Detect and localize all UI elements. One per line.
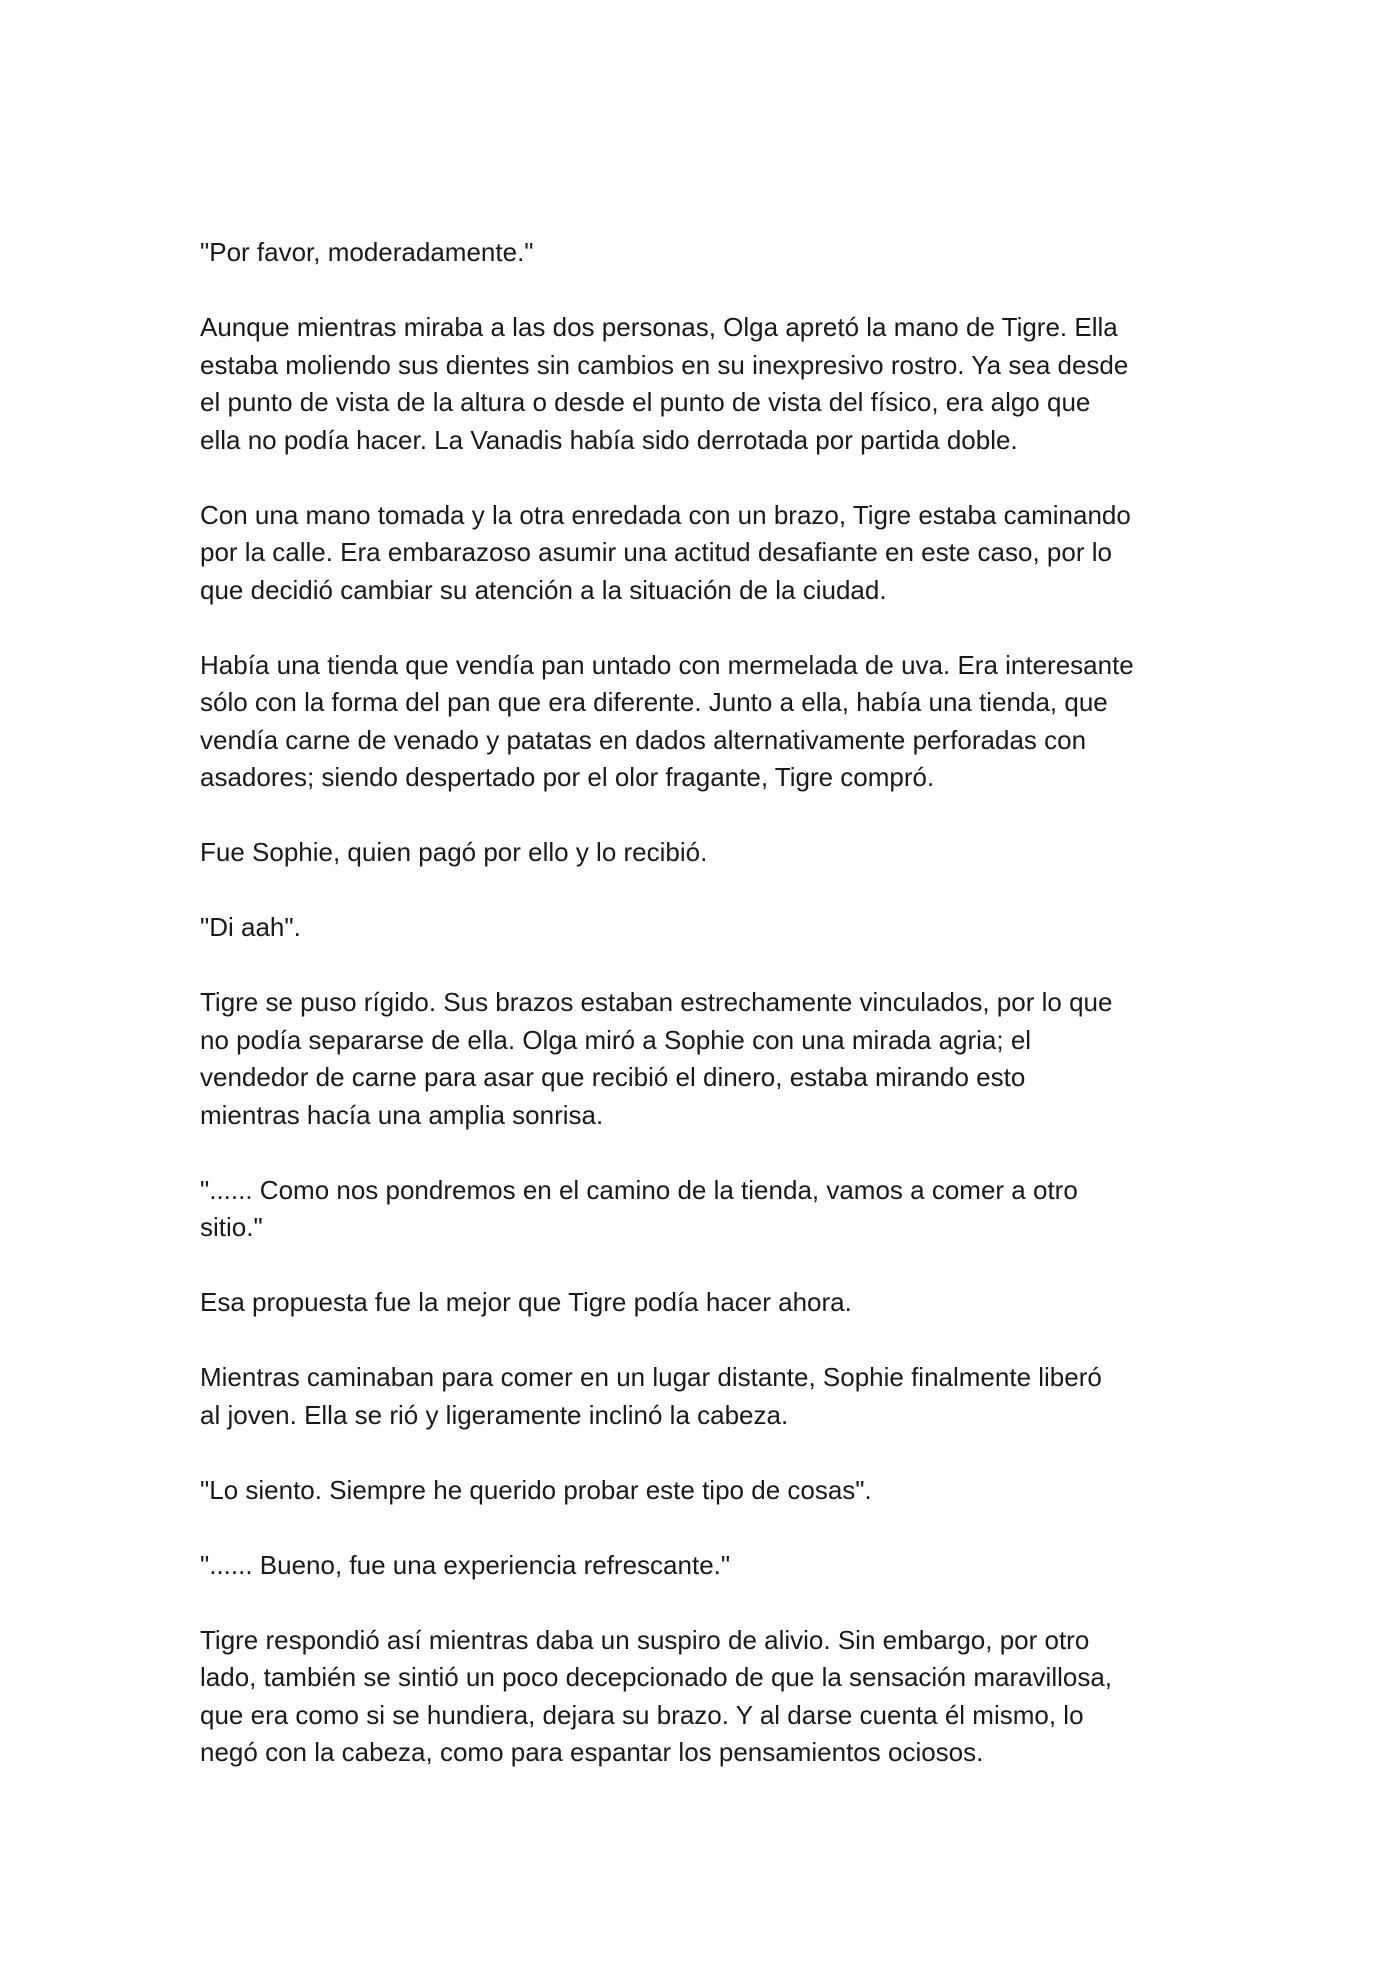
text-line: que decidió cambiar su atención a la situación de la ciudad.: [200, 574, 887, 605]
paragraph: [200, 309, 1210, 459]
paragraph: [200, 1472, 1210, 1510]
text-line: "Di aah".: [200, 912, 301, 942]
text-line: no podía separarse de ella. Olga miró a Sophie con una mirada agria; el: [200, 1024, 1032, 1055]
text-line: Con una mano tomada y la otra enredada con un brazo, Tigre estaba caminando: [200, 499, 1131, 530]
text-line: "...... Bueno, fue una experiencia refrescante.": [200, 1549, 731, 1580]
paragraph: [200, 234, 1210, 272]
text-line: Tigre se puso rígido. Sus brazos estaban estrechamente vinculados, por lo que: [200, 987, 1113, 1017]
text-line: "Lo siento. Siempre he querido probar este tipo de cosas".: [200, 1474, 872, 1505]
paragraph: [200, 909, 1210, 947]
text-line: que era como si se hundiera, dejara su brazo. Y al darse cuenta él mismo, lo: [200, 1699, 1084, 1730]
text-line: sólo con la forma del pan que era diferente. Junto a ella, había una tienda, que: [200, 687, 1108, 717]
paragraph: [200, 497, 1210, 610]
text-line: asadores; siendo despertado por el olor fragante, Tigre compró.: [200, 762, 935, 792]
text-line: al joven. Ella se rió y ligeramente inclinó la cabeza.: [200, 1399, 789, 1430]
text-line: vendedor de carne para asar que recibió el dinero, estaba mirando esto: [200, 1062, 1026, 1092]
text-line: Había una tienda que vendía pan untado con mermelada de uva. Era interesante: [200, 649, 1134, 680]
text-line: mientras hacía una amplia sonrisa.: [200, 1099, 604, 1130]
paragraph: [200, 1172, 1210, 1247]
paragraph: [200, 1359, 1210, 1434]
text-line: vendía carne de venado y patatas en dados alternativamente perforadas con: [200, 724, 1087, 755]
text-line: Esa propuesta fue la mejor que Tigre podía hacer ahora.: [200, 1287, 852, 1317]
text-line: Mientras caminaban para comer en un lugar distante, Sophie finalmente liberó: [200, 1362, 1102, 1392]
text-line: Tigre respondió así mientras daba un suspiro de alivio. Sin embargo, por otro: [200, 1624, 1090, 1655]
paragraph: [200, 647, 1210, 797]
paragraph: [200, 984, 1210, 1134]
document-body: [200, 234, 1210, 1772]
text-line: por la calle. Era embarazoso asumir una actitud desafiante en este caso, por lo: [200, 537, 1112, 567]
text-line: "Por favor, moderadamente.": [200, 237, 534, 267]
text-line: Fue Sophie, quien pagó por ello y lo recibió.: [200, 837, 708, 867]
text-line: sitio.": [200, 1212, 263, 1242]
text-line: ella no podía hacer. La Vanadis había sido derrotada por partida doble.: [200, 424, 1018, 455]
paragraph: [200, 1622, 1210, 1772]
text-line: el punto de vista de la altura o desde el punto de vista del físico, era algo que: [200, 387, 1091, 417]
text-line: lado, también se sintió un poco decepcionado de que la sensación maravillosa,: [200, 1662, 1113, 1692]
text-line: estaba moliendo sus dientes sin cambios en su inexpresivo rostro. Ya sea desde: [200, 349, 1129, 380]
text-line: "...... Como nos pondremos en el camino de la tienda, vamos a comer a otro: [200, 1174, 1078, 1205]
text-line: negó con la cabeza, como para espantar los pensamientos ociosos.: [200, 1737, 984, 1767]
text-line: Aunque mientras miraba a las dos personas, Olga apretó la mano de Tigre. Ella: [200, 312, 1118, 342]
paragraph: [200, 1547, 1210, 1585]
paragraph: [200, 834, 1210, 872]
paragraph: [200, 1284, 1210, 1322]
